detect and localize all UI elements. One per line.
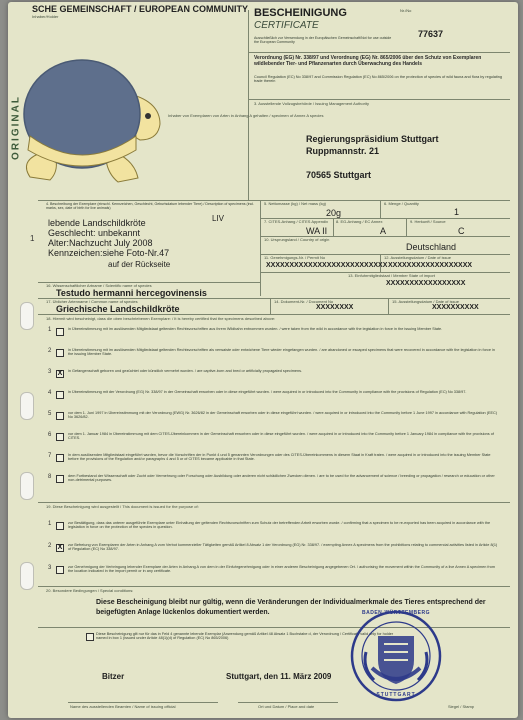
box16-label: 16. Wissenschaftlicher Artname / Scientific name of species	[46, 283, 152, 288]
box18-option-text: In dem auslösenden Mitgliedstaat eingeführt wurden, bevor die Vorschriften der in Punkt 4 und 5 genannten Verordnungen oder des CITES-Übereinkommens in diesem Staat in Kraft traten. / were acquired in or introduced into the issuing Member State before the provisions of the Regulation and/or paragraphs 4 and 5 or of CITES became applicable in that State.	[68, 453, 491, 462]
box18-option-text: dem Fortbestand der Wissenschaft oder Zucht oder Vermehrung oder Forschung oder Ausbildung oder anderen nicht schädlichen Zwecken dienen. / are to be used for the advancement of science / breeding or propagation / research or education or other non-detrimental purposes.	[68, 474, 495, 483]
box19-option-text: zur Befreiung von Exemplaren der Arten in Anhang A vom Verbot kommerzieller Tätigkeiten gemäß Artikel 8 Absatz 1 der Verordnung (EG) Nr. 338/97. / exempting Annex A specimens from the prohibitions relating to commercial activities listed in Article 8(1) of Regulation (EC) No 338/97.	[68, 543, 498, 552]
box2-label: Inhaber von Exemplaren von Arten in Anhang A gehalten / specimen of Annex A species	[168, 113, 324, 118]
official-name: Bitzer	[102, 672, 125, 681]
option-number: 3	[48, 369, 52, 375]
purpose-small: Ausschließlich zur Verwendung in der Europäischen Gemeinschaft/Not for use outside the European Community	[254, 36, 392, 44]
description-line4: Kennzeichen:siehe Foto-Nr.47	[48, 248, 170, 258]
common-name: Griechische Landschildkröte	[56, 304, 180, 314]
box11-label: 11. Genehmigungs-Nr. / Permit No	[264, 255, 326, 260]
box19-option-text: zur Genehmigung der Verbringung lebender Exemplare der Arten in Anhang A von dem in der Einfuhrgenehmigung oder in einer anderen Bescheinigung angegebenen Ort. / authorising the movement within the Community of a live Annex A specimen from the location indicated in the import permit or in any certificate.	[68, 565, 495, 574]
box18-option-text: in Übereinstimmung mit im auslösenden Mitgliedstaat geltenden Rechtsvorschriften als verwaiste oder entwichene Tiere wieder eingefangen wurden. / are abandoned or escaped specimens that were recovered in accordance with the legislation in force in the issuing Member State.	[68, 348, 495, 357]
box18-checkbox	[56, 328, 64, 336]
box5-label: 5. Nettomasse (kg) / Net mass (kg)	[264, 201, 327, 206]
box19-checkbox	[56, 522, 64, 530]
box10-label: 10. Ursprungsland / Country of origin	[264, 237, 330, 242]
option-number: 3	[48, 565, 52, 571]
ec-annex: A	[380, 226, 387, 236]
header-rule-2	[248, 99, 510, 100]
authority-line1: Regierungspräsidium Stuttgart	[306, 134, 439, 144]
seal-stamp-icon	[344, 606, 448, 706]
country-of-origin: Deutschland	[406, 242, 457, 252]
box18-checkbox	[56, 349, 64, 357]
tortoise-sticker-icon	[10, 32, 170, 192]
box18-checkbox	[56, 475, 64, 483]
box14-label: 14. Dokument-Nr. / Document No	[274, 299, 334, 304]
box17-label: 17. Üblicher Artenname / Common name of species	[46, 299, 138, 304]
title-en: CERTIFICATE	[254, 20, 319, 31]
copy-number: 1	[30, 234, 35, 243]
description-line2: Geschlecht: unbekannt	[48, 228, 141, 238]
place-date-label: Ort und Datum / Place and date	[258, 704, 315, 709]
box18-option-text: in Gefangenschaft geboren und gezüchtet oder künstlich vermehrt wurden. / are captive-born and bred or artificially propagated specimens.	[68, 369, 303, 373]
box20-label: 20. Besondere Bedingungen / Special conditions:	[46, 588, 134, 593]
description-line1: lebende Landschildkröte	[48, 218, 146, 228]
grid-line	[270, 298, 271, 314]
box18-checkbox: X	[57, 370, 63, 377]
binder-hole	[20, 302, 34, 330]
box6-label: 6. Menge / Quantity	[384, 201, 419, 206]
grid-line	[333, 218, 334, 236]
divider-vertical	[248, 10, 249, 200]
certificate-number: 77637	[418, 29, 444, 39]
community-heading: SCHE GEMEINSCHAFT / EUROPEAN COMMUNITY	[32, 4, 249, 14]
option-number: 7	[48, 453, 52, 459]
header-rule	[248, 52, 510, 53]
grid-line	[38, 586, 510, 587]
description-line5: auf der Rückseite	[108, 260, 171, 269]
original-side-text: ORIGINAL	[10, 95, 22, 160]
option-number: 2	[48, 543, 52, 549]
box18-option-text: in Übereinstimmung mit der Verordnung (EG) Nr. 338/97 in der Gemeinschaft erworben oder in diese eingeführt wurden. / were acquired in or introduced into the Community in compliance with the provisions of Regulation (EC) No 338/97.	[68, 390, 467, 394]
place-line	[238, 702, 338, 703]
option-number: 2	[48, 348, 52, 354]
box18-checkbox	[56, 412, 64, 420]
box19-checkbox: X	[57, 544, 63, 551]
box4-label: 4. Beschreibung der Exemplare (einschl. Kennzeichen, Geschlecht, Geburtsdatum lebender Tiere) / Description of specimens (incl. marks, sex, date of birth for live animals)	[46, 202, 255, 211]
regulation-text: Verordnung (EG) Nr. 338/97 und Verordnung (EG) Nr. 865/2006 über den Schutz von Exemplaren wildlebender Tier- und Pflanzenarten durch Überwachung des Handels	[254, 55, 482, 67]
scientific-name: Testudo hermanni hercegovinensis	[56, 288, 207, 298]
box19-label: 19. Diese Bescheinigung wird ausgestellt / This document is issued for the purpose of:	[46, 504, 199, 509]
box18-checkbox	[56, 391, 64, 399]
permit-number: XXXXXXXXXXXXXXXXXXXXXXXXXX	[266, 262, 388, 269]
option-number: 1	[48, 327, 52, 333]
box18-label: 18. Hiermit wird bescheinigt, dass die oben beschriebenen Exemplare: / It is hereby certified that the specimens described above:	[46, 316, 276, 321]
option-number: 8	[48, 474, 52, 480]
cites-appendix: WA II	[306, 226, 328, 236]
box18-option-text: in Übereinstimmung mit im auslösenden Mitgliedstaat geltenden Rechtsvorschriften aus ihrem Wildbahn entnommen wurden. / were taken from the wild in accordance with the legislation in force in the issuing Member State.	[68, 327, 443, 331]
place-date: Stuttgart, den 11. März 2009	[226, 672, 332, 681]
grid-line	[380, 200, 381, 218]
import-state: XXXXXXXXXXXXXXXXX	[386, 280, 466, 287]
official-name-label: Name des ausstellenden Beamten / Name of issuing official	[70, 704, 176, 709]
trade-code: LIV	[212, 214, 225, 223]
grid-line	[388, 298, 389, 314]
source: C	[458, 226, 465, 236]
box9-label: 9. Herkunft / Source	[410, 219, 446, 224]
option-number: 4	[48, 390, 52, 396]
box19-checkbox	[56, 566, 64, 574]
signature-line	[68, 702, 218, 703]
seal-label: Siegel / Stamp	[448, 704, 475, 709]
grid-line	[406, 218, 407, 236]
document-number: XXXXXXXX	[316, 304, 354, 311]
special-conditions-line2: beigefügten Anlage lückenlos dokumentiert werden.	[96, 609, 270, 616]
option-number: 1	[48, 521, 52, 527]
binder-hole	[20, 472, 34, 500]
grid-line	[38, 502, 510, 503]
option-number: 5	[48, 411, 52, 417]
box3-label: 3. Ausstellende Vollzugsbehörde / Issuing Management Authority	[254, 101, 369, 106]
special-conditions-line1: Diese Bescheinigung bleibt nur gültig, wenn die Veränderungen der Individualmerkmale des Tieres entsprechend der	[96, 599, 486, 606]
option-number: 6	[48, 432, 52, 438]
grid-line	[38, 314, 510, 315]
grid-line	[260, 200, 261, 296]
binder-hole	[20, 392, 34, 420]
quantity: 1	[454, 207, 460, 217]
box21-checkbox	[86, 633, 94, 641]
box7-label: 7. CITES-Anhang / CITES Appendix	[264, 219, 329, 224]
net-mass: 20g	[326, 208, 342, 218]
box18-option-text: vor dem 1. Juni 1997 in Übereinstimmung mit der Verordnung (EWG) Nr. 3626/82 in der Gemeinschaft erworben oder in diese eingeführt wurden. / were acquired in or introduced into the Community before 1 June 1997 in accordance with Regulation (EEC) No 3626/82.	[68, 411, 498, 420]
box18-option-text: vor dem 1. Januar 1984 in Übereinstimmung mit dem CITES-Übereinkommen in der Gemeinschaft erworben oder in diese eingeführt wurden. / were acquired in or introduced into the Community before 1 January 1984 in compliance with the provisions of CITES.	[68, 432, 494, 441]
title-de: BESCHEINIGUNG	[254, 7, 347, 19]
certificate-page	[8, 2, 518, 718]
box19-option-text: zur Bestätigung, dass das unterer ausgeführte Exemplare unter Einhaltung der geltenden Rechtsvorschriften zum Schutz der betreffenden Arbeit erworben wurde. / confirming that a specimen to be re-exported has been acquired in accordance with the legislation in force on the protection of the species in question.	[68, 521, 491, 530]
description-line3: Alter:Nachzucht July 2008	[48, 238, 153, 248]
holder-label: Inhaber/Holder	[32, 14, 59, 19]
box13-label: 13. Einfuhrmitgliedstaat / Member State of import	[348, 273, 435, 278]
seal-bottom-text: STUTTGART	[376, 692, 416, 698]
box15-label: 15. Ausstellungsdatum / Date of issue	[392, 299, 459, 304]
box8-label: 8. EG-Anhang / EC Annex	[336, 219, 383, 224]
box18-checkbox	[56, 433, 64, 441]
regulation-small: Council Regulation (EC) No 338/97 and Commission Regulation (EC) No 865/2006 on the protection of species of wild fauna and flora by regulating trade therein	[254, 75, 502, 84]
authority-line2: Ruppmannstr. 21	[306, 146, 380, 156]
box21-text: Diese Bescheinigung gilt nur für das in Feld 4 genannte lebende Exemplar (Anwendung gemäß Artikel 48 Absatz 1 Buchstabe d, der Verordnung / Certificate valid only for holder named in box 1 (issued under Article 48(1)(d) of Regulation (EC) No 865/2006)	[96, 632, 394, 641]
box12-label: 12. Ausstellungsdatum / Date of issue	[384, 255, 451, 260]
box18-checkbox	[56, 454, 64, 462]
seal-top-text: BADEN-WÜRTTEMBERG	[362, 610, 430, 616]
issue-date: XXXXXXXXXXXXXXXXXX	[388, 262, 473, 269]
number-label: Nr./No	[400, 8, 412, 13]
binder-hole	[20, 562, 34, 590]
authority-line3: 70565 Stuttgart	[306, 170, 372, 180]
document-issue-date: XXXXXXXXXX	[432, 304, 479, 311]
